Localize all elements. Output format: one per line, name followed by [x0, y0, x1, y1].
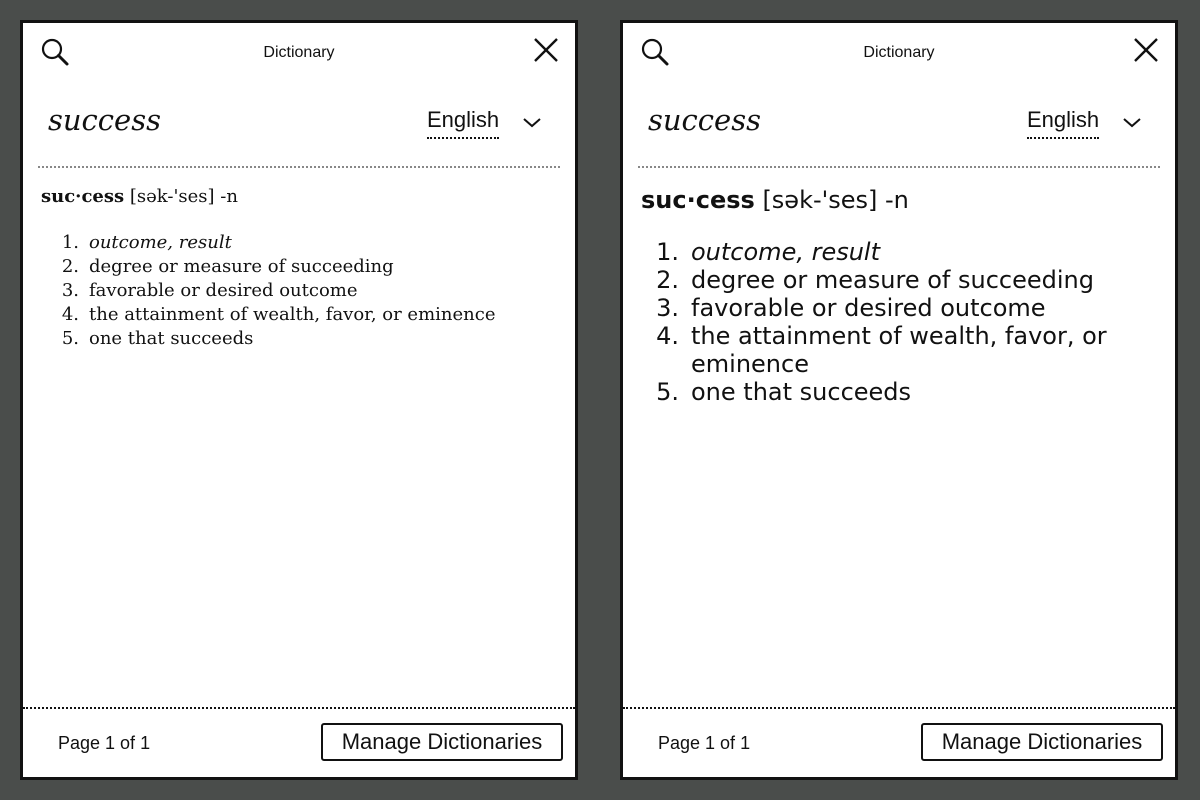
chevron-down-icon[interactable] [1121, 115, 1143, 129]
definition-item [651, 294, 1161, 322]
footer-divider [23, 707, 575, 709]
dictionary-panel-serif [20, 20, 578, 780]
manage-dictionaries-button[interactable]: Manage Dictionaries [321, 723, 563, 761]
definition-list [57, 231, 557, 351]
manage-dictionaries-button[interactable]: Manage Dictionaries [921, 723, 1163, 761]
definition-item [651, 322, 1161, 378]
definition-text: the attainment of wealth, favor, or eminence [691, 322, 1107, 378]
dictionary-title: Dictionary [263, 44, 335, 61]
close-icon[interactable] [1132, 36, 1160, 64]
definition-number: 2. [61, 256, 79, 277]
definition-number: 5. [656, 378, 679, 406]
entry-heading [41, 186, 238, 207]
definition-number: 1. [61, 232, 79, 253]
chevron-down-icon[interactable] [521, 115, 543, 129]
definition-number: 3. [656, 294, 679, 322]
language-value: English [1027, 105, 1099, 139]
page-indicator: Page 1 of 1 [658, 733, 751, 753]
entry-heading [641, 186, 909, 214]
definition-text: one that succeeds [89, 328, 254, 349]
definition-number: 4. [61, 304, 79, 325]
definition-text: favorable or desired outcome [89, 280, 358, 301]
page-indicator: Page 1 of 1 [58, 733, 151, 753]
definition-text: outcome, result [691, 238, 881, 266]
definition-number: 1. [656, 238, 679, 266]
footer-divider [623, 707, 1175, 709]
definition-item [57, 255, 557, 279]
definition-text: degree or measure of succeeding [691, 266, 1094, 294]
search-word: success [48, 103, 161, 137]
definition-item [57, 279, 557, 303]
definition-number: 5. [61, 328, 79, 349]
entry-pronunciation: [sək-'ses] [762, 186, 878, 214]
definition-number: 4. [656, 322, 679, 350]
dictionary-title: Dictionary [863, 44, 935, 61]
definition-item [651, 378, 1161, 406]
entry-part-of-speech: -n [885, 186, 909, 214]
entry-pronunciation: [sək-'ses] [129, 186, 215, 207]
header-divider [38, 166, 560, 168]
search-word: success [648, 103, 761, 137]
definition-item [57, 327, 557, 351]
dictionary-panel-sans [620, 20, 1178, 780]
definition-text: one that succeeds [691, 378, 912, 406]
definition-number: 2. [656, 266, 679, 294]
language-dropdown[interactable] [427, 105, 547, 145]
entry-headword: suc·cess [641, 186, 755, 214]
definition-item [57, 231, 557, 255]
entry-headword: suc·cess [41, 186, 125, 207]
definition-item [651, 238, 1161, 266]
entry-part-of-speech: -n [220, 186, 238, 207]
close-icon[interactable] [532, 36, 560, 64]
header-divider [638, 166, 1160, 168]
language-dropdown[interactable] [1027, 105, 1147, 145]
definition-item [651, 266, 1161, 294]
definition-text: the attainment of wealth, favor, or eminence [89, 304, 496, 325]
definition-list [651, 238, 1161, 406]
definition-text: outcome, result [89, 232, 232, 253]
language-value: English [427, 105, 499, 139]
definition-item [57, 303, 557, 327]
definition-number: 3. [61, 280, 79, 301]
definition-text: degree or measure of succeeding [89, 256, 394, 277]
definition-text: favorable or desired outcome [691, 294, 1046, 322]
